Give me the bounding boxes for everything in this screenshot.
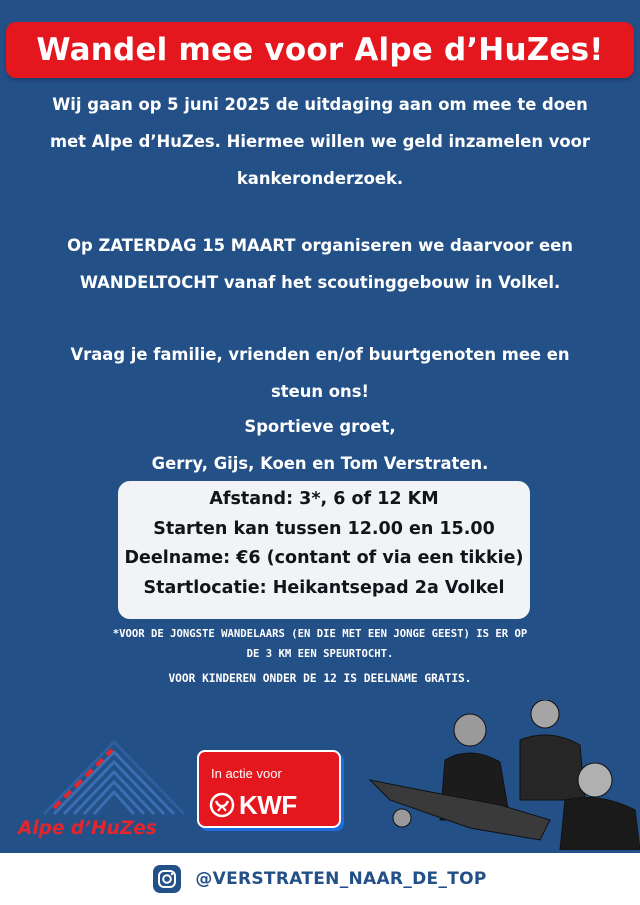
intro-line: WANDELTOCHT vanaf het scoutinggebouw in Volkel. [79, 273, 561, 292]
intro-line: steun ons! [271, 382, 369, 401]
signature-block [30, 408, 610, 482]
kwf-badge [197, 750, 341, 828]
signature-names: Gerry, Gijs, Koen en Tom Verstraten. [151, 454, 489, 473]
title-banner [6, 22, 634, 78]
kwf-emblem-icon [209, 792, 235, 818]
location-info: Startlocatie: Heikantsepad 2a Volkel [143, 577, 505, 598]
distance-info: Afstand: 3*, 6 of 12 KM [209, 489, 439, 509]
event-info-box [118, 481, 530, 619]
instagram-icon[interactable] [153, 865, 181, 893]
page-title: Wandel mee voor Alpe d’HuZes! [36, 32, 604, 68]
note-line: DE 3 KM EEN SPEURTOCHT. [246, 648, 394, 660]
intro-line: Vraag je familie, vrienden en/of buurtgenoten mee en [70, 345, 570, 364]
children-note [20, 624, 620, 664]
start-time-info: Starten kan tussen 12.00 en 15.00 [153, 518, 495, 539]
kwf-logo [209, 790, 327, 820]
intro-paragraph-2 [30, 227, 610, 301]
intro-line: kankeronderzoek. [236, 169, 404, 188]
footer-bar [0, 853, 640, 905]
instagram-handle-link[interactable]: @VERSTRATEN_NAAR_DE_TOP [195, 869, 487, 889]
greeting: Sportieve groet, [244, 417, 396, 436]
intro-line: Wij gaan op 5 juni 2025 de uitdaging aan om mee te doen [52, 95, 588, 114]
team-photo [350, 700, 640, 850]
note-line: *VOOR DE JONGSTE WANDELAARS (EN DIE MET EEN JONGE GEEST) IS ER OP [112, 628, 528, 640]
kwf-wordmark: KWF [239, 789, 297, 820]
kwf-caption: In actie voor [211, 766, 282, 781]
intro-paragraph-3 [30, 336, 610, 410]
free-entry-note: VOOR KINDEREN ONDER DE 12 IS DEELNAME GRATIS. [168, 672, 472, 685]
intro-line: Op ZATERDAG 15 MAART organiseren we daarvoor een [67, 236, 573, 255]
intro-line: met Alpe d’HuZes. Hiermee willen we geld inzamelen voor [49, 132, 591, 151]
intro-paragraph-1 [30, 86, 610, 197]
fee-info: Deelname: €6 (contant of via een tikkie) [124, 548, 524, 568]
alpe-dhuzes-wordmark: Alpe d’HuZes [18, 818, 157, 839]
